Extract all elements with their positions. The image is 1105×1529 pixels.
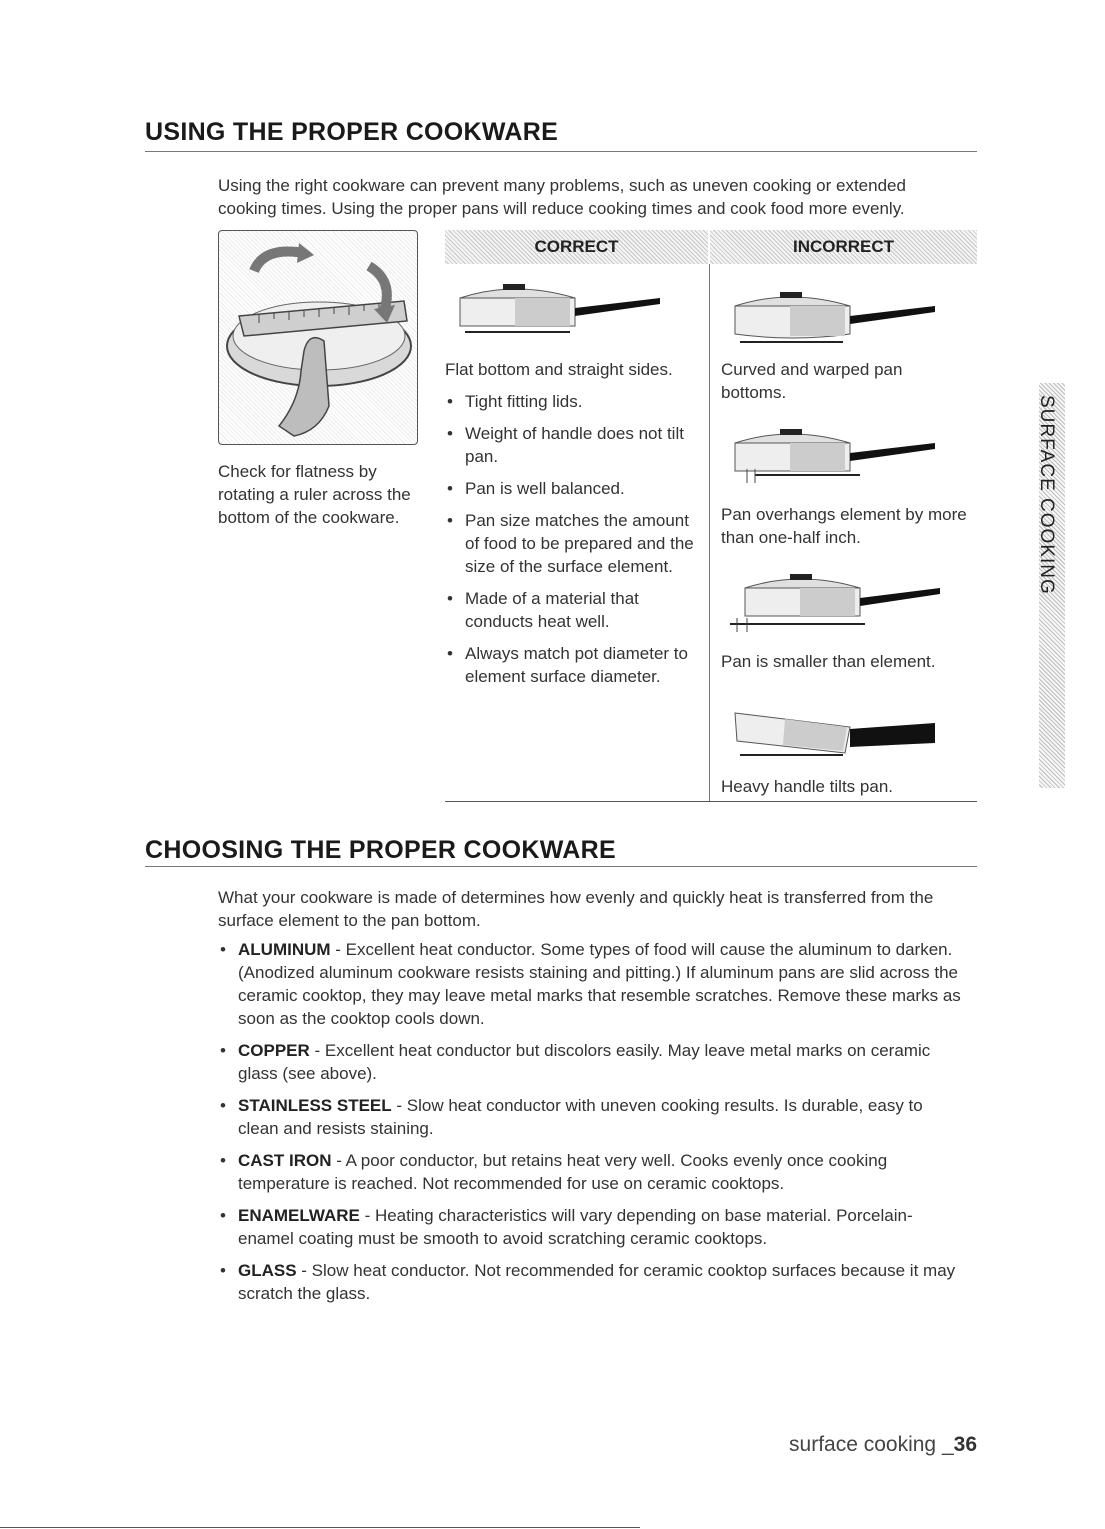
- section2-intro: What your cookware is made of determines how evenly and quickly heat is transferred from the surface element to the pan bottom.: [218, 888, 934, 930]
- material-description: - Slow heat conductor. Not recommended for ceramic cooktop surfaces because it may scratch the glass.: [238, 1261, 956, 1303]
- material-item: [218, 1259, 963, 1305]
- bottom-edge-line: [0, 1527, 640, 1528]
- materials-list: [218, 938, 963, 1314]
- material-description: - Excellent heat conductor. Some types of food will cause the aluminum to darken. (Anodized aluminum cookware resists staining and pitting.) If aluminum pans are slid across the ceramic cooktop, they may leave metal marks that resemble scratches. Remove these marks as soon as the cooktop cools down.: [238, 940, 961, 1028]
- material-item: [218, 938, 963, 1030]
- section-title-rule: [145, 151, 977, 152]
- footer-section-name: surface cooking _: [789, 1433, 954, 1456]
- incorrect-warped-text: Curved and warped pan bottoms.: [721, 360, 903, 402]
- correct-pan-icon: [455, 280, 665, 346]
- side-tab-label: SURFACE COOKING: [1036, 395, 1057, 595]
- material-item: [218, 1149, 963, 1195]
- correct-lead-text: Flat bottom and straight sides.: [445, 360, 673, 379]
- correct-bullet: • Always match pot diameter to element surface diameter.: [445, 642, 705, 688]
- correct-bullet-list: [445, 390, 705, 697]
- section-title-using-cookware: USING THE PROPER COOKWARE: [145, 118, 559, 146]
- tilted-pan-icon: [725, 705, 940, 765]
- section-title-rule: [145, 866, 977, 867]
- correct-bullet: • Pan size matches the amount of food to be prepared and the size of the surface element.: [445, 509, 705, 578]
- material-item: [218, 1039, 963, 1085]
- material-name: STAINLESS STEEL: [238, 1096, 392, 1115]
- illustration-caption: Check for flatness by rotating a ruler across the bottom of the cookware.: [218, 462, 411, 527]
- correct-header: CORRECT: [445, 230, 708, 264]
- material-item: [218, 1094, 963, 1140]
- material-name: COPPER: [238, 1041, 310, 1060]
- section-intro: Using the right cookware can prevent many problems, such as uneven cooking or extended cooking times. Using the proper pans will reduce cooking times and cook food more evenly.: [218, 176, 906, 218]
- table-bottom-rule: [445, 801, 977, 802]
- section-title-choosing-cookware: CHOOSING THE PROPER COOKWARE: [145, 836, 616, 864]
- material-description: - Excellent heat conductor but discolors easily. May leave metal marks on ceramic glass (see above).: [238, 1041, 931, 1083]
- page-footer: [789, 1433, 977, 1457]
- material-name: ALUMINUM: [238, 940, 331, 959]
- incorrect-small-text: Pan is smaller than element.: [721, 652, 936, 671]
- material-description: - A poor conductor, but retains heat very well. Cooks evenly once cooking temperature is reached. Not recommended for use on ceramic cooktops.: [238, 1151, 888, 1193]
- correct-bullet: • Pan is well balanced.: [445, 477, 705, 500]
- material-name: GLASS: [238, 1261, 297, 1280]
- ruler-flatness-illustration: [218, 230, 418, 445]
- correct-bullet: • Tight fitting lids.: [445, 390, 705, 413]
- correct-bullet: • Made of a material that conducts heat well.: [445, 587, 705, 633]
- material-name: CAST IRON: [238, 1151, 332, 1170]
- material-description: - Slow heat conductor with uneven cooking results. Is durable, easy to clean and resists staining.: [238, 1096, 923, 1138]
- material-name: ENAMELWARE: [238, 1206, 360, 1225]
- incorrect-header: INCORRECT: [710, 230, 977, 264]
- overhang-pan-icon: [725, 425, 940, 490]
- small-pan-icon: [725, 570, 945, 640]
- column-divider: [709, 264, 710, 802]
- pan-ruler-icon: [219, 231, 417, 444]
- material-item: [218, 1204, 963, 1250]
- incorrect-tilt-text: Heavy handle tilts pan.: [721, 777, 893, 796]
- page-number: 36: [953, 1433, 977, 1456]
- material-description: - Heating characteristics will vary depending on base material. Porcelain-enamel coating must be smooth to avoid scratching ceramic cooktops.: [238, 1206, 913, 1248]
- correct-bullet: • Weight of handle does not tilt pan.: [445, 422, 705, 468]
- incorrect-overhang-text: Pan overhangs element by more than one-half inch.: [721, 505, 967, 547]
- warped-pan-icon: [725, 288, 940, 348]
